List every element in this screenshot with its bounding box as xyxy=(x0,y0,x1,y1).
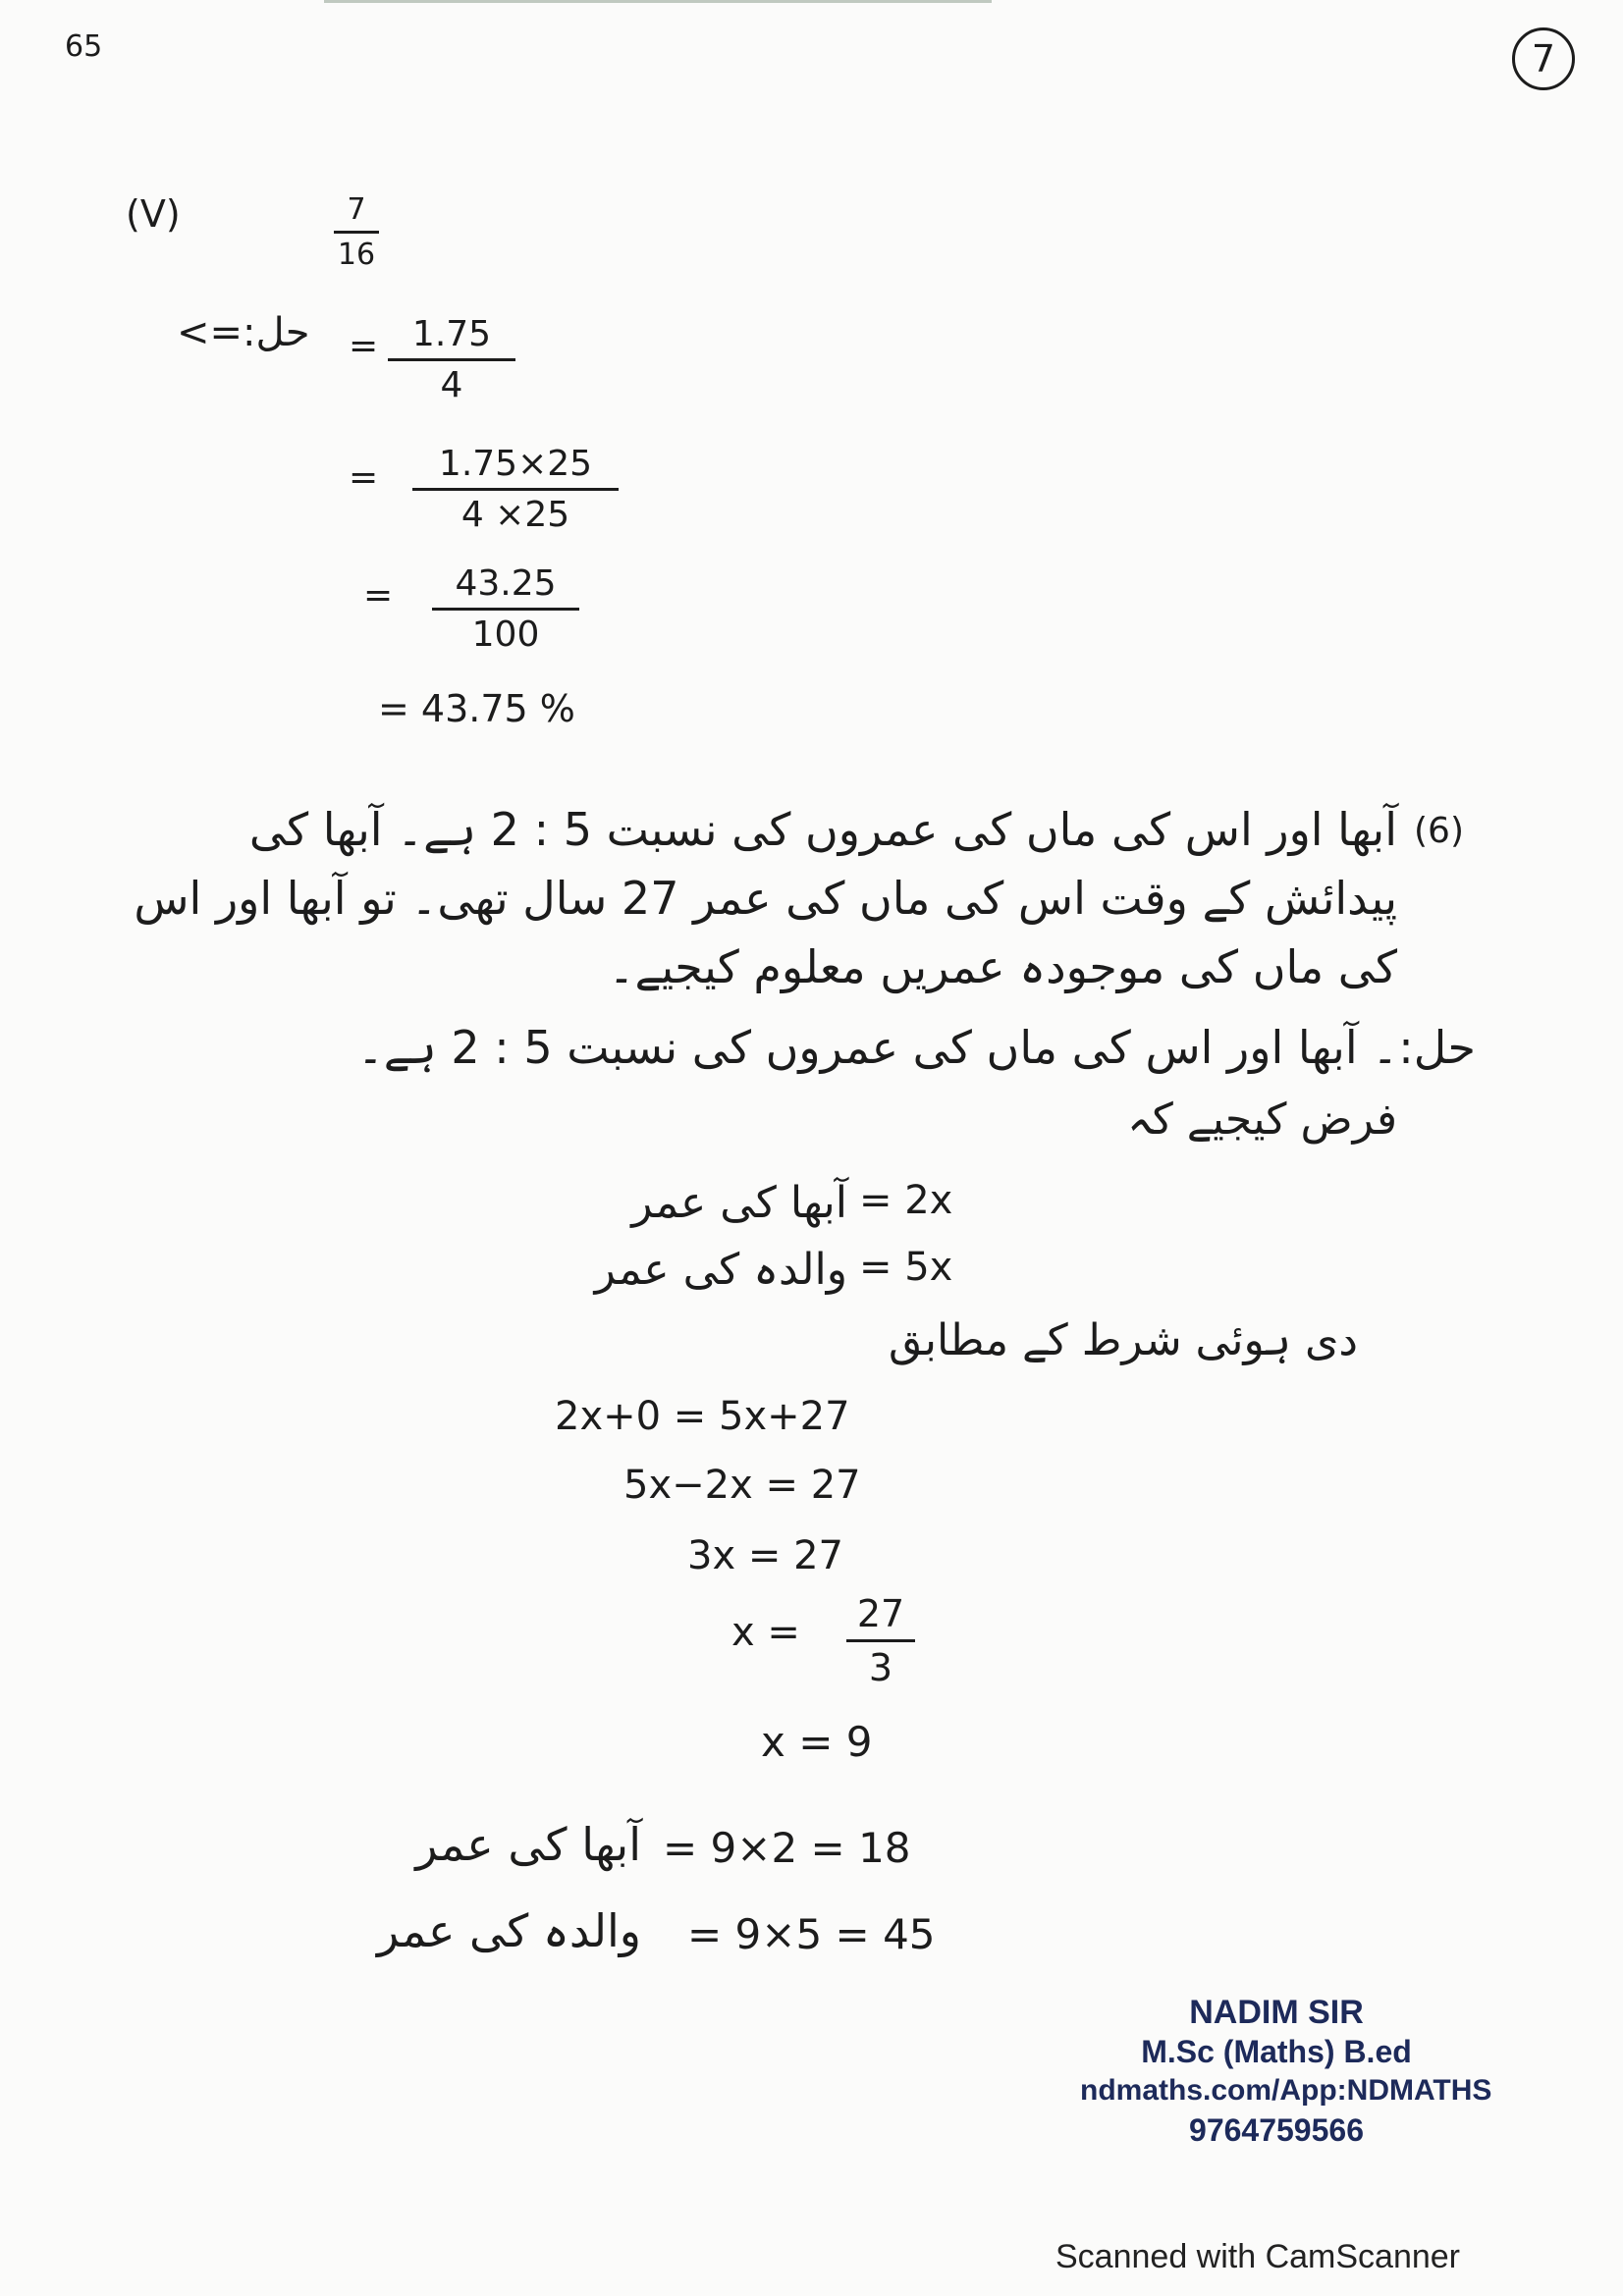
stamp-degree: M.Sc (Maths) B.ed xyxy=(1141,2034,1412,2069)
step3-bar xyxy=(432,608,579,611)
step2-fraction xyxy=(412,444,619,535)
step3-numerator: 43.25 xyxy=(455,563,557,604)
q6-line3: کی ماں کی موجودہ عمریں معلوم کیجیے۔ xyxy=(608,940,1397,993)
step1-equals: = xyxy=(349,326,379,366)
question-fraction xyxy=(334,192,379,272)
equation-1: 2x+0 = 5x+27 xyxy=(555,1394,850,1439)
step2-equals: = xyxy=(349,457,379,498)
camscanner-footer: Scanned with CamScanner xyxy=(1055,2238,1461,2275)
equation-4-prefix: x = xyxy=(731,1610,800,1655)
result-abha-value: = 9×2 = 18 xyxy=(663,1824,911,1872)
step1-numerator: 1.75 xyxy=(411,314,492,354)
equation-3: 3x = 27 xyxy=(687,1533,843,1578)
q6-line2: پیدائش کے وقت اس کی ماں کی عمر 27 سال تھی۔ تو آبھا اور اس xyxy=(134,872,1397,925)
q6-solution-line2: فرض کیجیے کہ xyxy=(1127,1095,1397,1145)
condition-text: دی ہوئی شرط کے مطابق xyxy=(889,1315,1358,1365)
result-mother-value: = 9×5 = 45 xyxy=(687,1910,936,1958)
step2-denominator: 4 ×25 xyxy=(460,495,570,535)
part-v-label: (V) xyxy=(126,192,181,236)
step1-fraction xyxy=(388,314,515,405)
result-mother-label: والدہ کی عمر xyxy=(376,1904,641,1957)
step3-equals: = xyxy=(363,575,394,615)
teacher-stamp xyxy=(1080,1993,1492,2150)
step2-bar xyxy=(412,488,619,491)
result-abha-label: آبھا کی عمر xyxy=(415,1818,641,1871)
fraction-numerator: 7 xyxy=(347,192,366,227)
solution-label: حل:=> xyxy=(177,310,310,355)
equation-4-numerator: 27 xyxy=(856,1592,905,1635)
stamp-web: ndmaths.com/App:NDMATHS xyxy=(1080,2074,1492,2107)
page-number: 65 xyxy=(65,29,103,64)
mother-age-value: = 5x xyxy=(859,1245,953,1290)
stamp-name: NADIM SIR xyxy=(1189,1994,1364,2031)
circled-page-number: 7 xyxy=(1512,27,1575,90)
equation-2: 5x−2x = 27 xyxy=(623,1463,861,1508)
top-edge-line xyxy=(324,0,992,3)
fraction-denominator: 16 xyxy=(337,238,376,272)
equation-5: x = 9 xyxy=(761,1718,873,1766)
step1-bar xyxy=(388,358,515,361)
step3-fraction xyxy=(432,563,579,655)
step3-denominator: 100 xyxy=(471,614,540,655)
equation-4-fraction xyxy=(846,1592,915,1689)
step1-denominator: 4 xyxy=(440,365,463,405)
abha-age-label: آبھا کی عمر xyxy=(631,1178,847,1228)
q6-line1: آبھا اور اس کی ماں کی عمروں کی نسبت 5 : 2 ہے۔ آبھا کی xyxy=(248,803,1397,856)
q6-label: (6) xyxy=(1414,811,1464,851)
equation-4-denominator: 3 xyxy=(868,1646,893,1689)
step4-result: = 43.75 % xyxy=(378,687,575,730)
abha-age-value: = 2x xyxy=(859,1178,953,1223)
equation-4-bar xyxy=(846,1639,915,1642)
mother-age-label: والدہ کی عمر xyxy=(594,1245,847,1295)
stamp-phone: 9764759566 xyxy=(1189,2112,1364,2148)
fraction-bar xyxy=(334,231,379,234)
step2-numerator: 1.75×25 xyxy=(438,444,593,484)
q6-solution-line1: حل:۔ آبھا اور اس کی ماں کی عمروں کی نسبت 5 : 2 ہے۔ xyxy=(356,1021,1476,1074)
